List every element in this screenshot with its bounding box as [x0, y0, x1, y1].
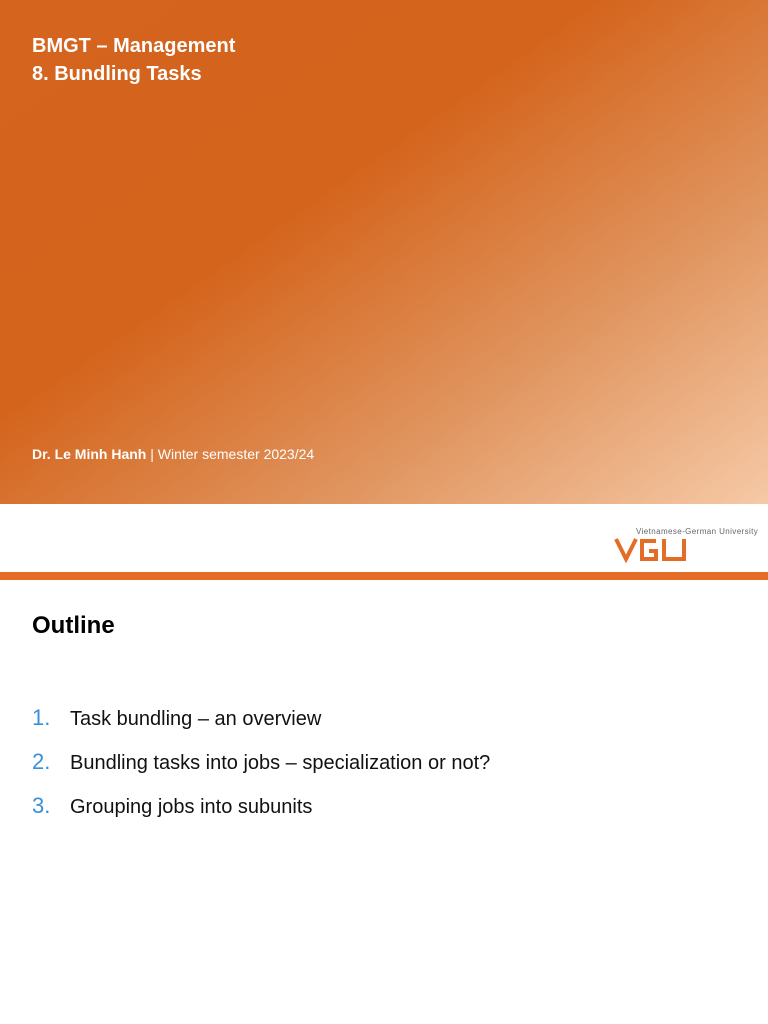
logo-tagline: Vietnamese-German University	[636, 527, 759, 536]
presenter-line	[32, 445, 314, 463]
orange-divider	[0, 572, 768, 580]
outline-list	[32, 705, 490, 837]
outline-heading: Outline	[32, 612, 115, 639]
title-banner	[0, 0, 768, 504]
outline-number: 2.	[32, 749, 51, 774]
vgu-logo	[612, 524, 762, 566]
outline-number: 1.	[32, 705, 51, 730]
slide-title	[32, 32, 235, 88]
semester: Winter semester 2023/24	[157, 446, 315, 462]
chapter-title: 8. Bundling Tasks	[32, 63, 202, 85]
outline-text: Bundling tasks into jobs – specialization or not?	[70, 752, 491, 774]
outline-item-1	[32, 705, 490, 749]
course-name: BMGT – Management	[32, 35, 236, 57]
outline-text: Grouping jobs into subunits	[70, 796, 313, 818]
outline-number: 3.	[32, 793, 51, 818]
outline-item-2	[32, 749, 490, 793]
outline-item-3	[32, 793, 490, 837]
outline-text: Task bundling – an overview	[70, 708, 322, 730]
presenter-separator: |	[146, 446, 158, 462]
presenter-name: Dr. Le Minh Hanh	[32, 446, 147, 462]
vgu-logo-mark	[614, 537, 690, 563]
